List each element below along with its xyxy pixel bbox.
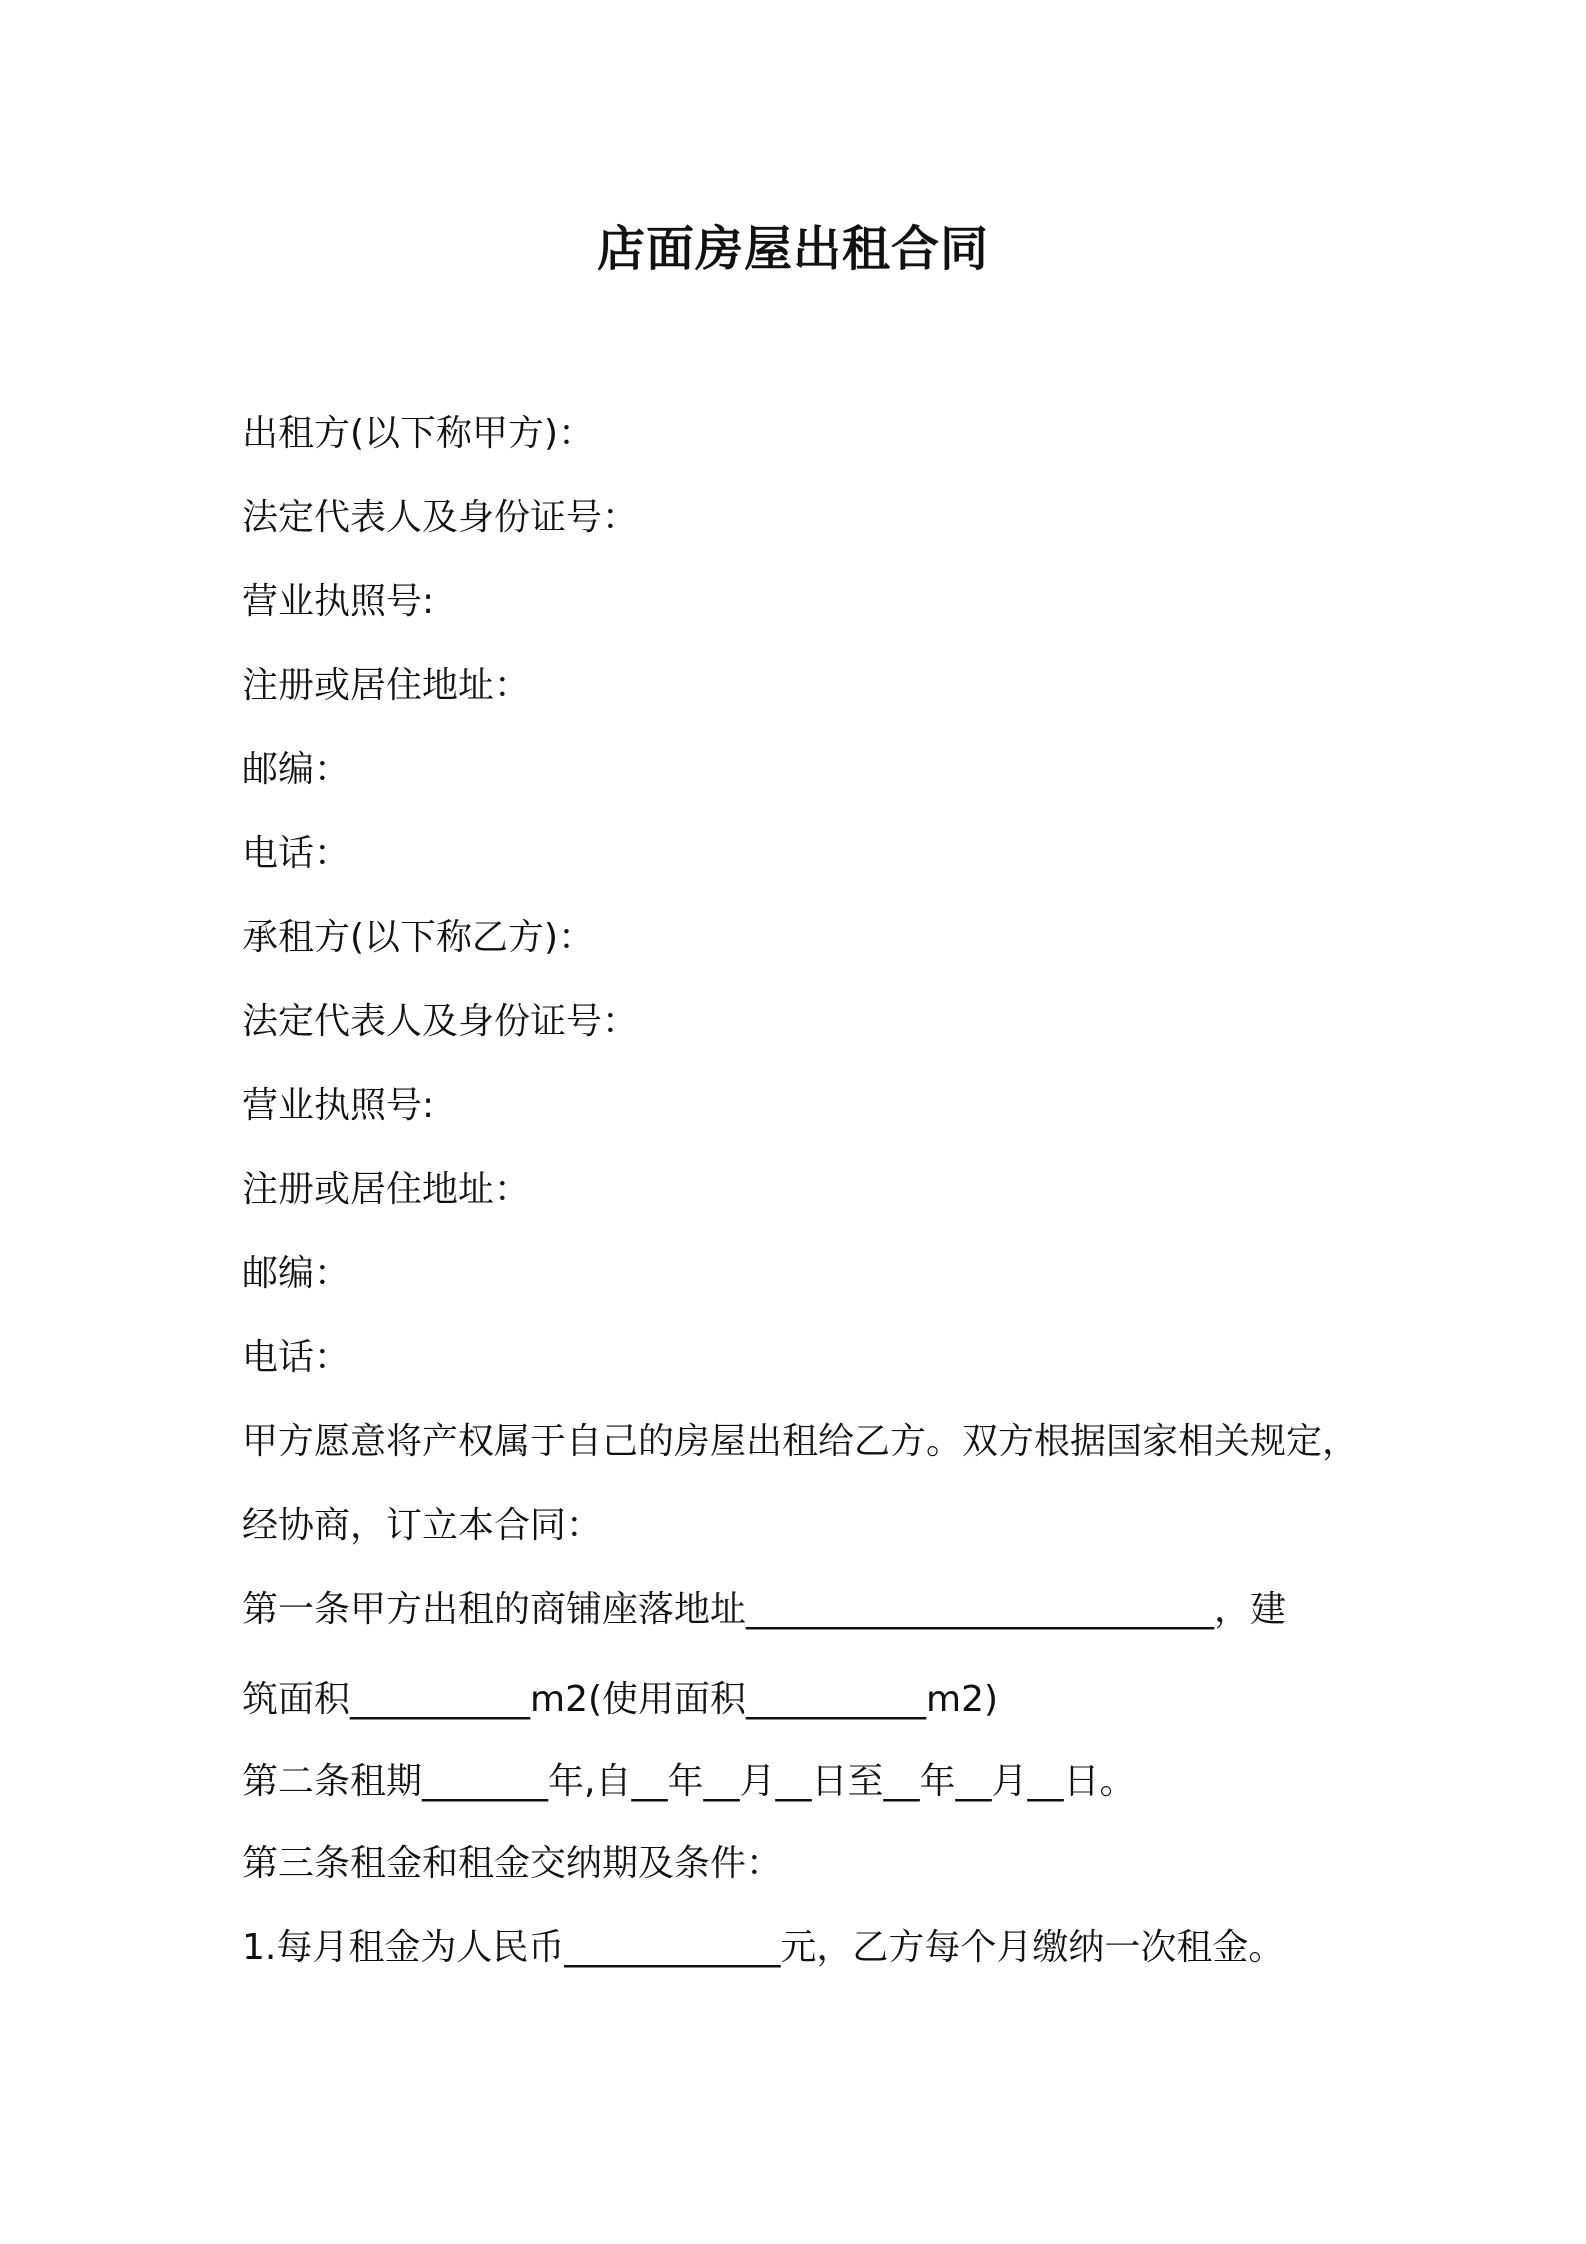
preamble-line-1: 甲方愿意将产权属于自己的房屋出租给乙方。双方根据国家相关规定， <box>242 1421 1359 1462</box>
lessor-phone-line: 电话： <box>242 833 351 874</box>
lessee-postcode-line: 邮编： <box>242 1253 351 1294</box>
article-3-heading: 第三条租金和租金交纳期及条件： <box>242 1843 783 1884</box>
article-2-line: 第二条租期_______年,自__年__月__日至__年__月__日。 <box>242 1761 1136 1802</box>
lessee-phone-line: 电话： <box>242 1337 351 1378</box>
lessee-address-line: 注册或居住地址： <box>242 1169 531 1210</box>
preamble-line-2: 经协商，订立本合同： <box>242 1505 603 1546</box>
article-1-line-1: 第一条甲方出租的商铺座落地址__________________________，建 <box>242 1589 1287 1630</box>
article-3-item-1: 1.每月租金为人民币____________元，乙方每个月缴纳一次租金。 <box>242 1927 1285 1968</box>
article-1-line-2: 筑面积__________m2(使用面积__________m2) <box>242 1679 999 1720</box>
lessee-license-line: 营业执照号: <box>242 1085 435 1126</box>
lessee-legal-rep-line: 法定代表人及身份证号： <box>242 1001 639 1042</box>
lessee-name-line: 承租方(以下称乙方)： <box>242 917 595 958</box>
document-title: 店面房屋出租合同 <box>596 221 989 277</box>
lessor-postcode-line: 邮编： <box>242 749 351 790</box>
lessor-legal-rep-line: 法定代表人及身份证号： <box>242 497 639 538</box>
lessor-license-line: 营业执照号: <box>242 581 435 622</box>
lessor-address-line: 注册或居住地址： <box>242 665 531 706</box>
lessor-name-line: 出租方(以下称甲方)： <box>242 413 595 454</box>
